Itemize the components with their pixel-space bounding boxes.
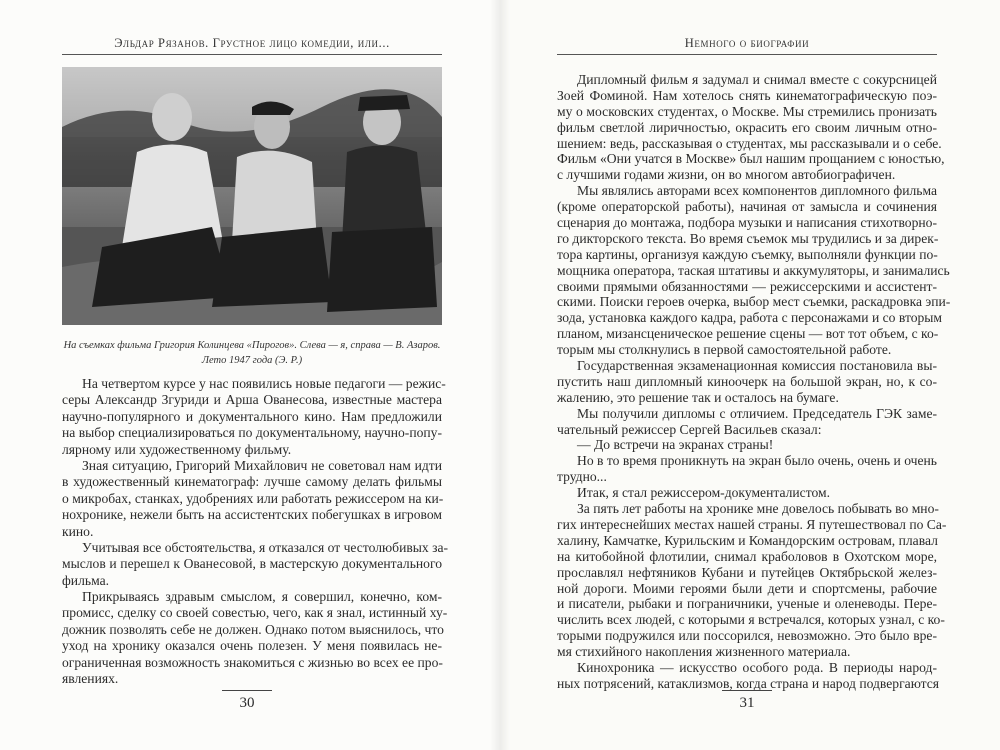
paragraph: [557, 358, 937, 406]
text-line: о микробах, станках, удобрениях или работать режиссером на ки-: [62, 490, 444, 506]
header-rule: [557, 54, 937, 55]
text-line: сценария до монтажа, подбора музыки и написания стихотворно-: [557, 215, 937, 231]
folio-rule: [222, 690, 272, 691]
paragraph: [557, 406, 937, 438]
text-line: планом, мизансценическое решение сцены — вот тот объем, с ко-: [557, 326, 939, 342]
text-line: мощника оператора, таская штативы и аккумуляторы, и занимались: [557, 262, 950, 278]
caption-line: На съемках фильма Григория Колинцева «Пирогов». Слева — я, справа — В. Азаров.: [63, 340, 441, 351]
text-line: трудно...: [557, 469, 607, 485]
text-line: дожник позволять себе не должен. Однако потом выяснилось, что: [62, 621, 444, 637]
text-line: Зная ситуацию, Григорий Михайлович не советовал нам идти: [82, 457, 442, 473]
photograph: [62, 67, 442, 325]
book-gutter: [490, 0, 510, 750]
text-line: Зоей Фоминой. Нам хотелось снять кинематографическую поэ-: [557, 87, 937, 103]
text-line: числить всех людей, с которыми я встречался, которых узнал, с ко-: [557, 612, 945, 628]
text-line: кино.: [62, 523, 94, 539]
paragraph: [62, 376, 446, 458]
text-line: тора картины, организуя каждую съемку, выполняли функции по-: [557, 246, 938, 262]
text-line: го дикторского текста. Во время съемок мы трудились и за дирек-: [557, 230, 939, 246]
folio-rule: [722, 690, 772, 691]
text-line: жалению, это решение так и осталось на бумаге.: [557, 389, 839, 405]
text-line: Но в то время проникнуть на экран было очень, очень и очень: [577, 453, 937, 469]
text-line: ной дороги. Моими героями были дети и спортсмены, рабочие: [557, 580, 937, 596]
text-line: Учитывая все обстоятельства, я отказался от честолюбивых за-: [82, 539, 449, 555]
text-line: (кроме операторской работы), начиная от замысла и сочинения: [557, 199, 937, 215]
page-number-text: 30: [239, 695, 255, 711]
text-line: уход на хронику оказался очень полезен. У меня появилась не-: [62, 638, 442, 654]
text-line: лярному или художественному фильму.: [62, 441, 292, 457]
text-line: своими прямыми обязанностями — режиссерскими и ассистент-: [557, 278, 937, 294]
text-line: нохронике, нежели быть на ассистентских побегушках в игровом: [62, 507, 442, 523]
running-head: Немного о биографии: [684, 36, 810, 50]
text-line: серы Александр Згуриди и Арша Ованесова, известные мастера: [62, 392, 442, 408]
paragraph: [557, 453, 937, 485]
photo-caption: [62, 338, 442, 368]
text-line: ограниченная возможность знакомиться с жизнью во всех ее про-: [62, 654, 443, 670]
text-line: чательный режиссер Сергей Васильев сказал:: [557, 421, 822, 437]
paragraph: [557, 501, 947, 660]
text-line: фильма.: [62, 572, 110, 588]
paragraph: [557, 72, 945, 183]
text-line: Кинохроника — искусство особого рода. В периоды народ-: [577, 659, 937, 675]
right-body-text: [557, 72, 951, 692]
text-line: фильм светлой лиричностью, окрасить его своим личным отно-: [557, 119, 937, 135]
left-body-text: [62, 376, 449, 687]
text-line: мя стихийного накопления жизненного материала.: [557, 644, 851, 660]
paragraph: [62, 589, 448, 687]
text-line: Мы получили дипломы с отличием. Председатель ГЭК заме-: [577, 405, 937, 421]
text-line: научно-популярного и документального кино. Нам предложили: [62, 408, 442, 424]
text-line: Мы являлись авторами всех компонентов дипломного фильма: [577, 183, 937, 199]
running-head: Эльдар Рязанов. Грустное лицо комедии, или...: [114, 36, 390, 50]
paragraph: [557, 183, 951, 358]
text-line: Прикрываясь здравым смыслом, я совершил, конечно, ком-: [82, 589, 442, 605]
text-line: прославлял нефтяников Кубани и путейцев Октябрьской желез-: [557, 564, 937, 580]
page-number: [722, 690, 772, 712]
text-line: Государственная экзаменационная комиссия постановила вы-: [577, 358, 937, 374]
text-line: зода, установка каждого кадра, работа с персонажами и со вторым: [557, 310, 943, 326]
text-line: На четвертом курсе у нас появились новые педагоги — режис-: [82, 376, 446, 391]
paragraph: [557, 437, 937, 453]
text-line: халину, Камчатке, Курильским и Командорским островам, плавал: [557, 532, 938, 548]
text-line: мыслов и перешел к Ованесовой, в мастерскую документального: [62, 556, 442, 572]
text-line: — До встречи на экранах страны!: [577, 437, 774, 453]
text-line: пустить наш дипломный киноочерк на большой экран, но, к со-: [557, 373, 937, 389]
paragraph: [557, 485, 937, 501]
text-line: торым мы столкнулись в первой самостоятельной работе.: [557, 342, 892, 358]
text-line: Итак, я стал режиссером-документалистом.: [577, 485, 831, 501]
text-line: явлениях.: [62, 671, 119, 687]
header-rule: [62, 54, 442, 55]
page-number: [222, 690, 272, 712]
text-line: шением: ведь, рассказывая о студентах, мы рассказывали и о себе.: [557, 135, 942, 151]
paragraph: [62, 458, 442, 540]
text-line: торыми подружился или поссорился, невозможно. Это было вре-: [557, 628, 937, 644]
text-line: Фильм «Они учатся в Москве» был нашим прощанием с юностью,: [557, 151, 945, 167]
text-line: на китобойной флотилии, снимал краболовов в Охотском море,: [557, 548, 937, 564]
text-line: промисс, сделку со своей совестью, чего, как я знал, истинный ху-: [62, 605, 448, 621]
caption-line: Лето 1947 года (Э. Р.): [201, 355, 303, 366]
text-line: скими. Поиски героев очерка, выбор мест съемки, раскадровка эпи-: [557, 294, 951, 310]
text-line: За пять лет работы на хронике мне довелось побывать во мно-: [577, 501, 939, 517]
text-line: ных потрясений, катаклизмов, когда страна и народ подвергаются: [557, 675, 940, 691]
text-line: му о московских студентах, о Москве. Мы стремились пронизать: [557, 103, 937, 119]
right-page: [500, 0, 1000, 750]
text-line: гих интереснейших местах нашей страны. Я путешествовал по Са-: [557, 516, 947, 532]
page-number-text: 31: [739, 695, 755, 711]
paragraph: [62, 539, 449, 589]
text-line: в художественный кинематограф: лучше самому делать фильмы: [62, 474, 442, 490]
text-line: и писатели, рыбаки и пограничники, ученые и оленеводы. Пере-: [557, 596, 937, 612]
paragraph: [557, 659, 940, 692]
text-line: Дипломный фильм я задумал и снимал вместе с сокурсницей: [577, 72, 937, 87]
text-line: с лучшими годами жизни, он во многом автобиографичен.: [557, 167, 896, 183]
text-line: на выбор специализироваться по документальному, научно-попу-: [62, 425, 442, 441]
